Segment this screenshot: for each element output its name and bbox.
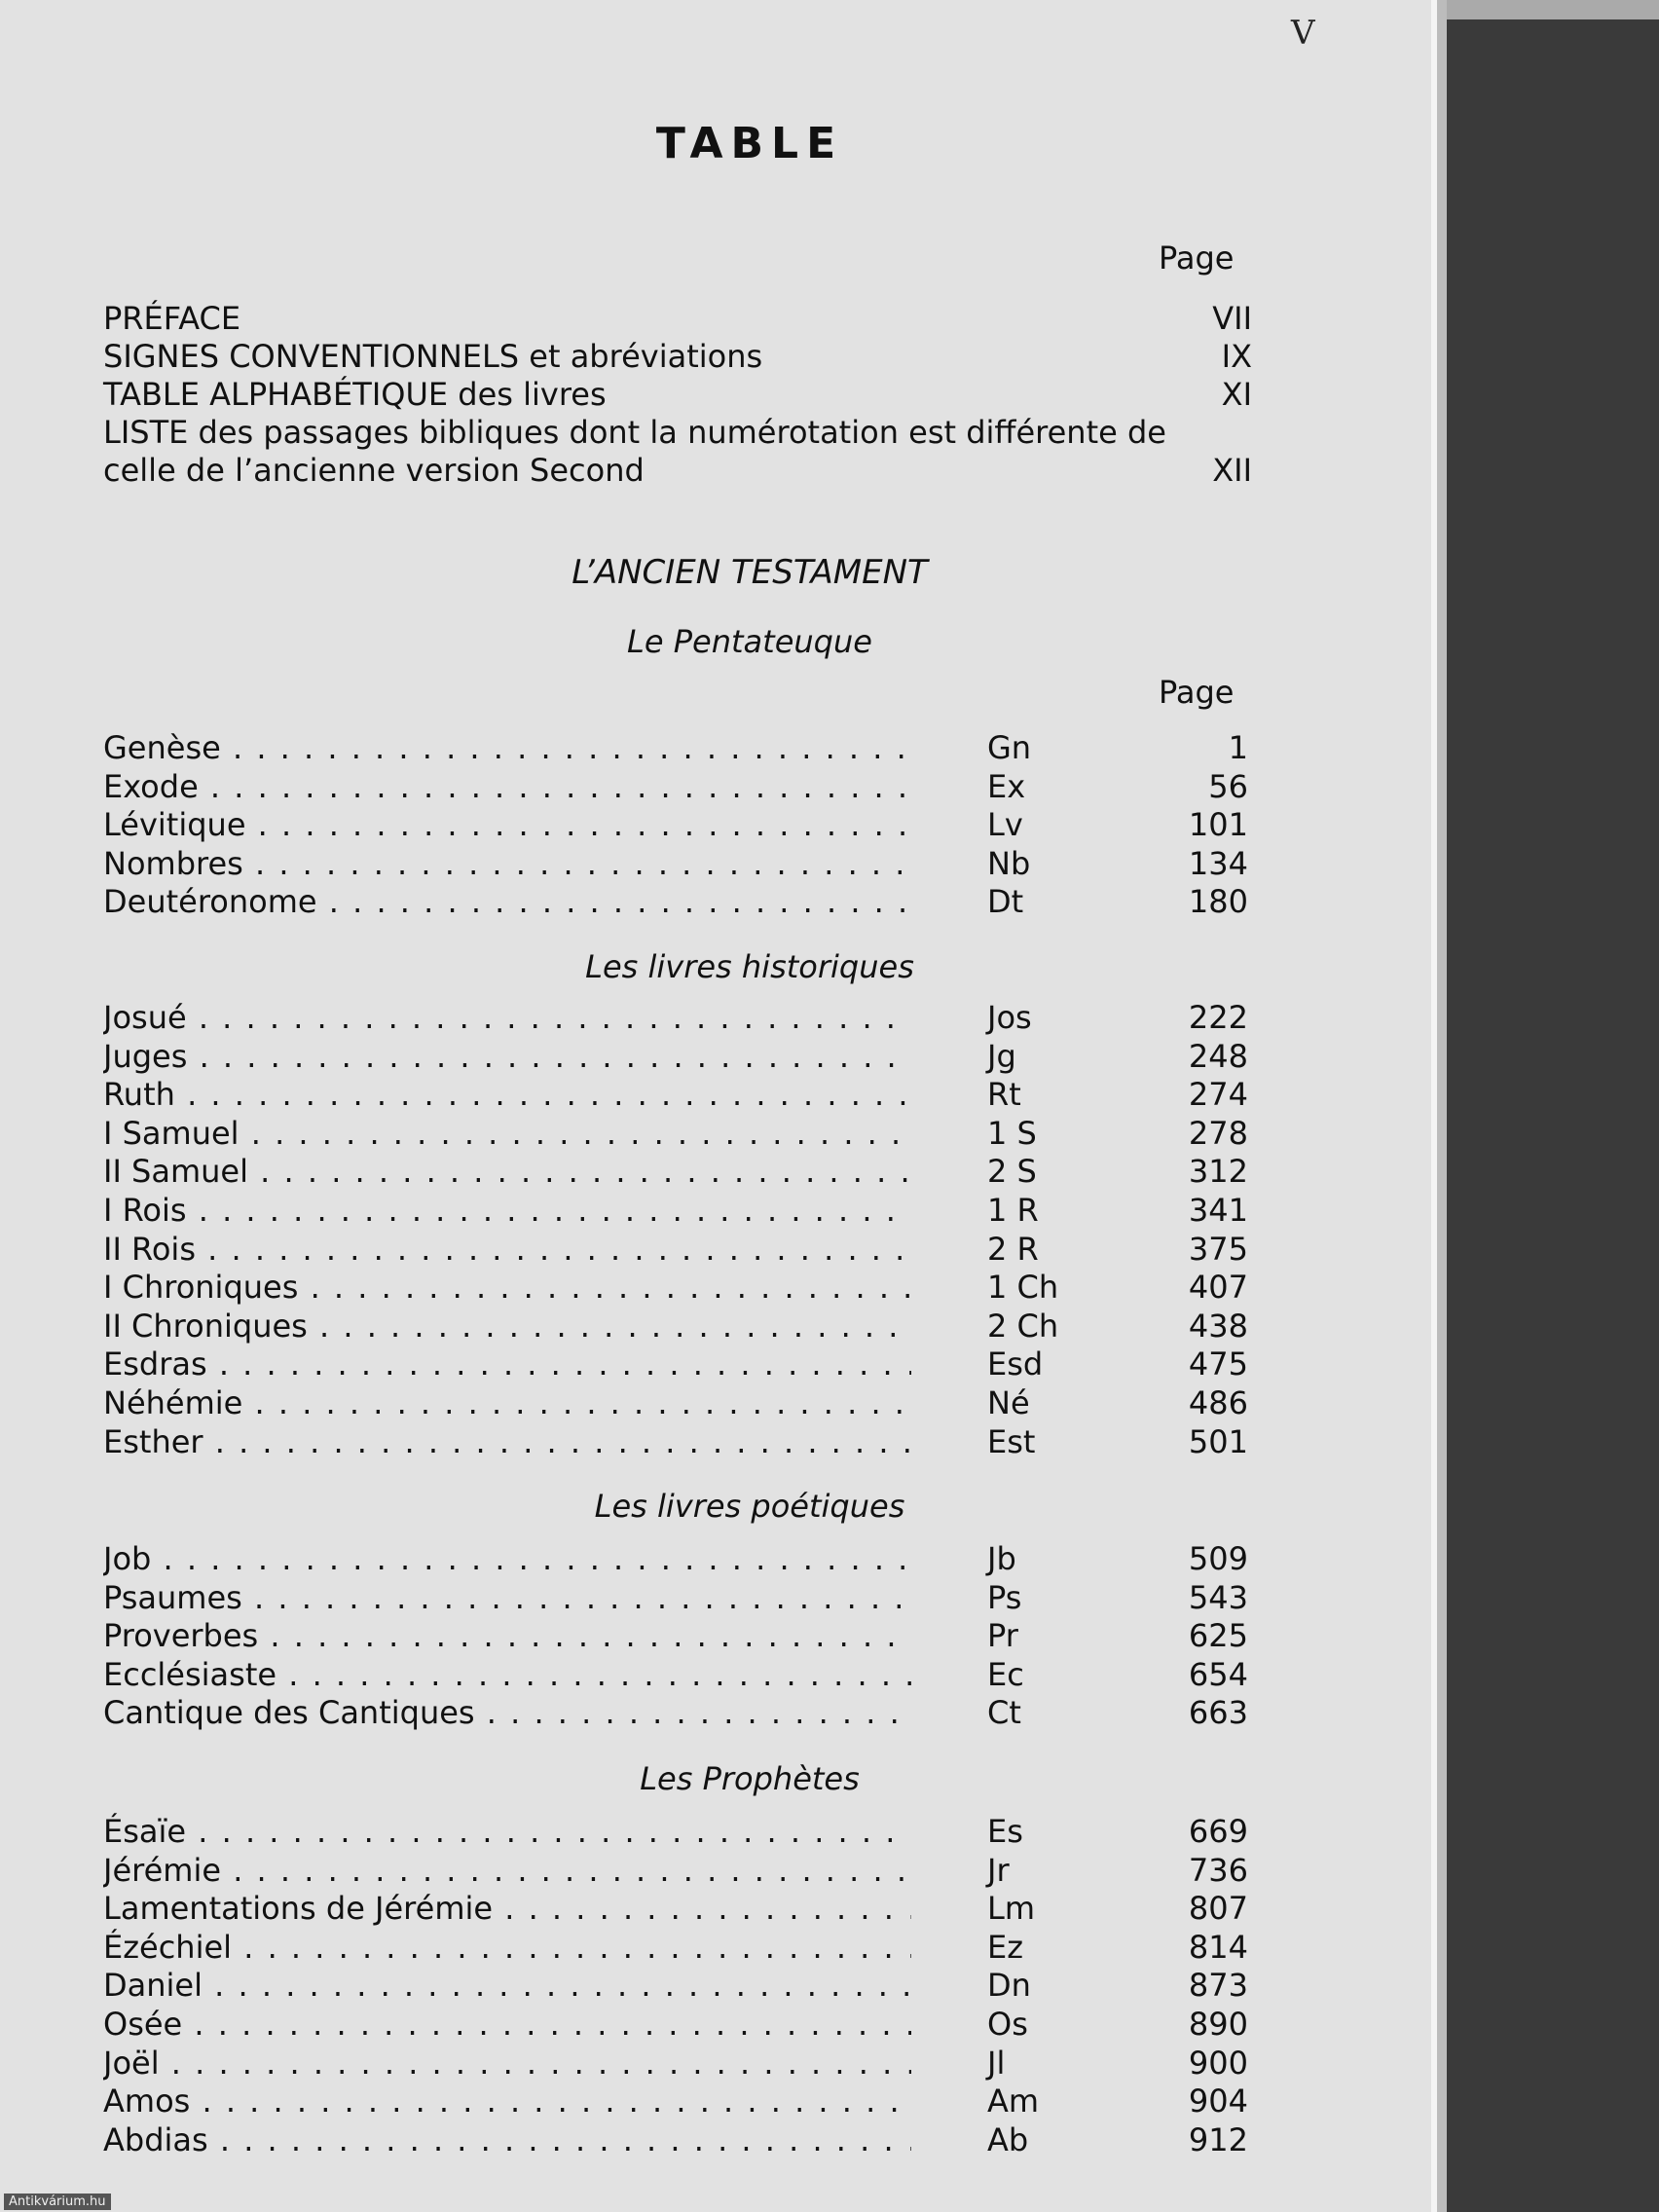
book-name: Néhémie . . . bbox=[103, 1384, 911, 1423]
book-row bbox=[103, 1192, 1248, 1231]
book-row bbox=[103, 1308, 1248, 1346]
book-name: Daniel . . . bbox=[103, 1967, 911, 2006]
book-page-number: 543 bbox=[1188, 1578, 1248, 1616]
book-abbreviation: 2 Ch bbox=[987, 1307, 1059, 1345]
book-abbreviation: 1 R bbox=[987, 1191, 1039, 1229]
front-matter-text: SIGNES CONVENTIONNELS et abréviations bbox=[103, 338, 763, 375]
book-abbreviation: 2 R bbox=[987, 1230, 1039, 1268]
group-heading: Les Prophètes bbox=[640, 1760, 860, 1797]
book-row bbox=[103, 1115, 1248, 1154]
book-name: Lévitique . . . bbox=[103, 806, 911, 845]
book-name: Job . . . bbox=[103, 1540, 911, 1579]
book-row bbox=[103, 845, 1248, 884]
book-page-number: 814 bbox=[1188, 1928, 1248, 1966]
book-abbreviation: Est bbox=[987, 1422, 1036, 1460]
book-edge bbox=[1437, 0, 1447, 2212]
group-heading: Les livres poétiques bbox=[594, 1488, 905, 1525]
book-page-number: 56 bbox=[1208, 767, 1248, 805]
book-row bbox=[103, 1617, 1248, 1656]
book-abbreviation: Jl bbox=[987, 2044, 1006, 2082]
book-page-number: 475 bbox=[1188, 1346, 1248, 1383]
book-page-number: 1 bbox=[1228, 729, 1248, 766]
book-abbreviation: 2 S bbox=[987, 1153, 1037, 1191]
book-row bbox=[103, 1423, 1248, 1462]
book-row bbox=[103, 1384, 1248, 1423]
book-abbreviation: Rt bbox=[987, 1076, 1021, 1114]
book-row bbox=[103, 2045, 1248, 2083]
book-page-number: 890 bbox=[1188, 2005, 1248, 2043]
book-name: II Rois . . . bbox=[103, 1231, 911, 1270]
book-abbreviation: Jg bbox=[987, 1037, 1016, 1075]
book-row bbox=[103, 1269, 1248, 1308]
book-abbreviation: Jos bbox=[987, 999, 1032, 1036]
background-top bbox=[1447, 0, 1659, 19]
book-page-number: 375 bbox=[1188, 1230, 1248, 1268]
book-page-number: 873 bbox=[1188, 1967, 1248, 2005]
book-page-number: 663 bbox=[1188, 1694, 1248, 1732]
page-column-label: Page bbox=[1159, 240, 1235, 276]
book-row bbox=[103, 1579, 1248, 1618]
book-name: Josué . . . bbox=[103, 999, 911, 1038]
book-row bbox=[103, 1076, 1248, 1115]
book-abbreviation: Dn bbox=[987, 1967, 1031, 2005]
page-number: V bbox=[1291, 14, 1315, 53]
front-matter-item bbox=[103, 300, 1252, 338]
book-shadow bbox=[1447, 19, 1659, 2212]
book-name: Lamentations de Jérémie . . . bbox=[103, 1890, 911, 1929]
book-row bbox=[103, 1929, 1248, 1968]
book-page-number: 904 bbox=[1188, 2083, 1248, 2120]
book-name: Esther . . . bbox=[103, 1423, 911, 1462]
book-row bbox=[103, 883, 1248, 922]
front-matter-page: VII bbox=[1212, 300, 1252, 337]
watermark: Antikvárium.hu bbox=[4, 2194, 111, 2210]
book-page-number: 736 bbox=[1188, 1851, 1248, 1889]
book-row bbox=[103, 768, 1248, 807]
book-abbreviation: Es bbox=[987, 1813, 1023, 1850]
group-heading: Les livres historiques bbox=[585, 948, 914, 985]
book-name: Ézéchiel . . . bbox=[103, 1929, 911, 1968]
book-page-number: 807 bbox=[1188, 1890, 1248, 1928]
front-matter-page: XI bbox=[1221, 376, 1252, 413]
book-name: Ecclésiaste . . . bbox=[103, 1656, 911, 1695]
book-name: I Rois . . . bbox=[103, 1192, 911, 1231]
book-abbreviation: Ec bbox=[987, 1655, 1024, 1693]
book-name: Genèse . . . bbox=[103, 729, 911, 768]
book-abbreviation: 1 S bbox=[987, 1114, 1037, 1152]
book-abbreviation: Dt bbox=[987, 883, 1024, 921]
book-row bbox=[103, 1852, 1248, 1891]
book-name: Juges . . . bbox=[103, 1038, 911, 1077]
book-abbreviation: Gn bbox=[987, 729, 1032, 766]
book-page-number: 912 bbox=[1188, 2120, 1248, 2158]
book-row bbox=[103, 1153, 1248, 1192]
book-name: Osée . . . bbox=[103, 2006, 911, 2045]
front-matter-item bbox=[103, 452, 1252, 490]
book-row bbox=[103, 1346, 1248, 1384]
book-page-number: 509 bbox=[1188, 1540, 1248, 1577]
book-list bbox=[103, 999, 1248, 1461]
page-title: TABLE bbox=[655, 119, 844, 168]
book-row bbox=[103, 1038, 1248, 1077]
book-page-number: 180 bbox=[1188, 883, 1248, 921]
book-row bbox=[103, 2083, 1248, 2121]
front-matter-item bbox=[103, 338, 1252, 376]
book-name: Proverbes . . . bbox=[103, 1617, 911, 1656]
book-page-number: 274 bbox=[1188, 1076, 1248, 1114]
book-abbreviation: Esd bbox=[987, 1346, 1044, 1383]
book-page-number: 438 bbox=[1188, 1307, 1248, 1345]
book-abbreviation: Ps bbox=[987, 1578, 1022, 1616]
book-row bbox=[103, 2006, 1248, 2045]
book-page-number: 101 bbox=[1188, 806, 1248, 844]
book-row bbox=[103, 1813, 1248, 1852]
front-matter-item bbox=[103, 376, 1252, 414]
book-list bbox=[103, 1540, 1248, 1733]
front-matter-page: IX bbox=[1221, 338, 1252, 375]
book-page-number: 654 bbox=[1188, 1655, 1248, 1693]
book-list bbox=[103, 729, 1248, 922]
book-name: I Samuel . . . bbox=[103, 1115, 911, 1154]
book-row bbox=[103, 1694, 1248, 1733]
book-page-number: 486 bbox=[1188, 1383, 1248, 1421]
book-name: Cantique des Cantiques . . . bbox=[103, 1694, 911, 1733]
front-matter-text: celle de l’ancienne version Second bbox=[103, 452, 645, 489]
book-name: II Chroniques . . . bbox=[103, 1308, 911, 1346]
book-page-number: 625 bbox=[1188, 1617, 1248, 1655]
book-row bbox=[103, 1540, 1248, 1579]
page-column-label: Page bbox=[1159, 674, 1235, 711]
book-abbreviation: Né bbox=[987, 1383, 1030, 1421]
front-matter-text: PRÉFACE bbox=[103, 300, 241, 337]
book-name: I Chroniques . . . bbox=[103, 1269, 911, 1308]
book-abbreviation: Jb bbox=[987, 1540, 1016, 1577]
book-page-number: 501 bbox=[1188, 1422, 1248, 1460]
book-name: Esdras . . . bbox=[103, 1346, 911, 1384]
front-matter-text: TABLE ALPHABÉTIQUE des livres bbox=[103, 376, 607, 413]
book-name: Ésaïe . . . bbox=[103, 1813, 911, 1852]
book-row bbox=[103, 1656, 1248, 1695]
book-name: Ruth . . . bbox=[103, 1076, 911, 1115]
book-name: Amos . . . bbox=[103, 2083, 911, 2121]
group-heading: Le Pentateuque bbox=[627, 623, 872, 660]
book-page-number: 278 bbox=[1188, 1114, 1248, 1152]
book-page-number: 134 bbox=[1188, 844, 1248, 882]
book-abbreviation: Lv bbox=[987, 806, 1023, 844]
book-list bbox=[103, 1813, 1248, 2159]
book-name: Psaumes . . . bbox=[103, 1579, 911, 1618]
front-matter-text: LISTE des passages bibliques dont la numérotation est différente de bbox=[103, 414, 1166, 451]
book-page-number: 312 bbox=[1188, 1153, 1248, 1191]
book-row bbox=[103, 1890, 1248, 1929]
book-page-number: 407 bbox=[1188, 1269, 1248, 1307]
book-abbreviation: Am bbox=[987, 2083, 1040, 2120]
book-abbreviation: Jr bbox=[987, 1851, 1010, 1889]
book-abbreviation: Ex bbox=[987, 767, 1026, 805]
book-name: II Samuel . . . bbox=[103, 1153, 911, 1192]
book-abbreviation: Os bbox=[987, 2005, 1028, 2043]
front-matter-page: XII bbox=[1212, 452, 1252, 489]
book-name: Jérémie . . . bbox=[103, 1852, 911, 1891]
book-abbreviation: Nb bbox=[987, 844, 1031, 882]
book-name: Joël . . . bbox=[103, 2045, 911, 2083]
testament-title: L’ANCIEN TESTAMENT bbox=[571, 553, 928, 592]
book-row bbox=[103, 729, 1248, 768]
book-abbreviation: Ab bbox=[987, 2120, 1029, 2158]
book-row bbox=[103, 2121, 1248, 2160]
book-page-number: 248 bbox=[1188, 1037, 1248, 1075]
front-matter-item bbox=[103, 414, 1252, 452]
book-page-number: 669 bbox=[1188, 1813, 1248, 1850]
book-name: Nombres . . . bbox=[103, 845, 911, 884]
book-abbreviation: Ct bbox=[987, 1694, 1021, 1732]
book-row bbox=[103, 1231, 1248, 1270]
book-row bbox=[103, 999, 1248, 1038]
book-abbreviation: 1 Ch bbox=[987, 1269, 1059, 1307]
book-abbreviation: Ez bbox=[987, 1928, 1024, 1966]
book-name: Exode . . . bbox=[103, 768, 911, 807]
book-row bbox=[103, 806, 1248, 845]
book-page-number: 900 bbox=[1188, 2044, 1248, 2082]
front-matter-list bbox=[103, 300, 1252, 490]
book-row bbox=[103, 1967, 1248, 2006]
book-abbreviation: Pr bbox=[987, 1617, 1018, 1655]
book-page-number: 341 bbox=[1188, 1191, 1248, 1229]
book-abbreviation: Lm bbox=[987, 1890, 1035, 1928]
book-name: Deutéronome . . . bbox=[103, 883, 911, 922]
book-page-number: 222 bbox=[1188, 999, 1248, 1036]
book-name: Abdias . . . bbox=[103, 2121, 911, 2160]
